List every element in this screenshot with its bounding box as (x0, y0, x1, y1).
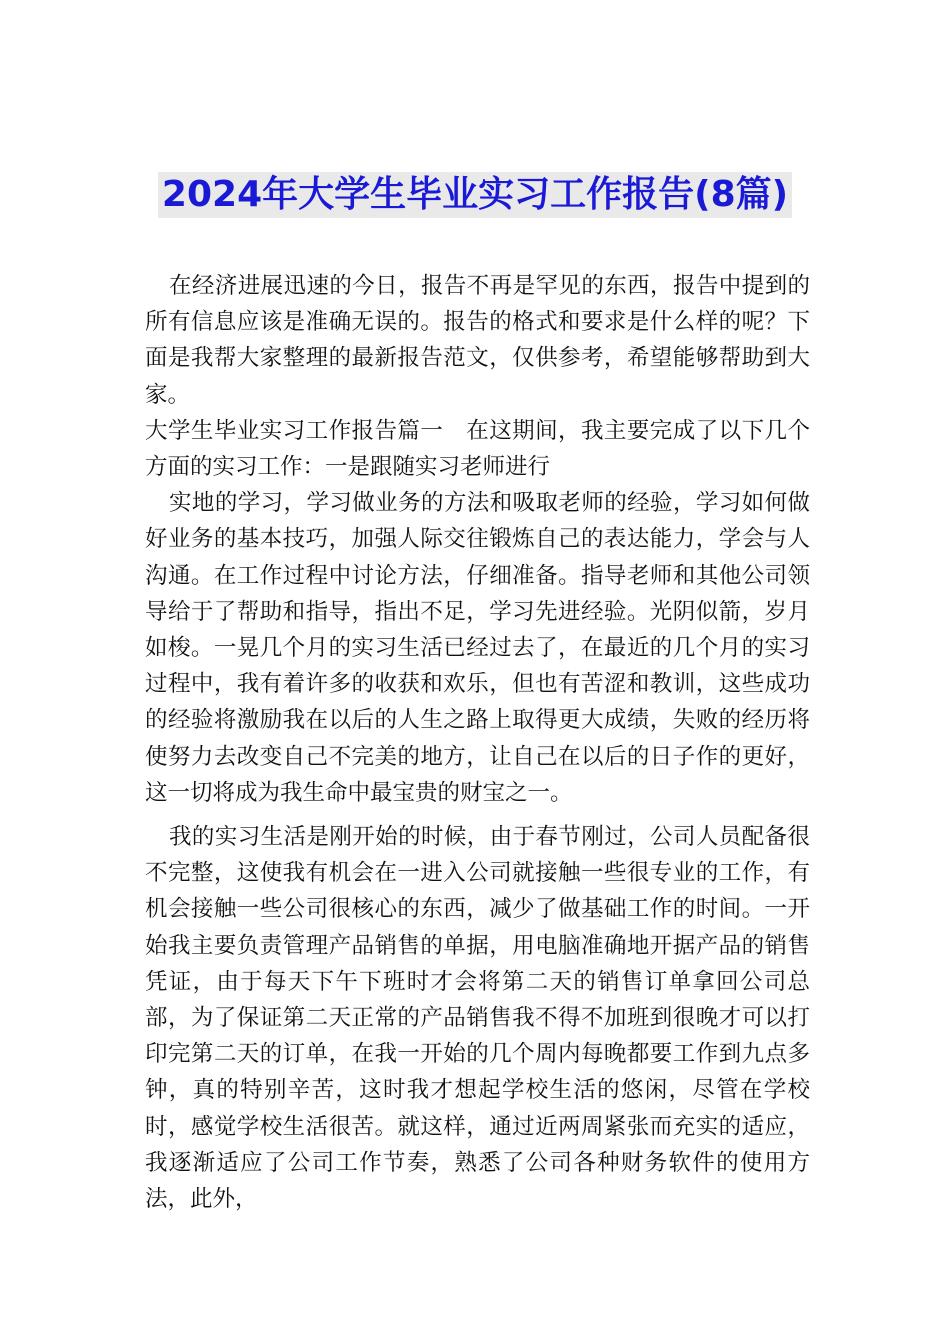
intro-paragraph: 在经济进展迅速的今日，报告不再是罕见的东西，报告中提到的所有信息应该是准确无误的。报告的格式和要求是什么样的呢？下面是我帮大家整理的最新报告范文，仅供参考，希望能够帮助到大家。 (145, 273, 810, 408)
title-container (0, 172, 950, 218)
section-heading-paragraph: 大学生毕业实习工作报告篇一 在这期间，我主要完成了以下几个方面的实习工作：一是跟随实习老师进行 (145, 417, 810, 481)
internship-life-paragraph: 我的实习生活是刚开始的时候，由于春节刚过，公司人员配备很不完整，这使我有机会在一进入公司就接触一些很专业的工作，有机会接触一些公司很核心的东西，减少了做基础工作的时间。一开始我主要负责管理产品销售的单据，用电脑准确地开据产品的销售凭证，由于每天下午下班时才会将第二天的销售订单拿回公司总部，为了保证第二天正常的产品销售我不得不加班到很晚才可以打印完第二天的订单，在我一开始的几个周内每晚都要工作到九点多钟，真的特别辛苦，这时我才想起学校生活的悠闲，尽管在学校时，感觉学校生活很苦。就这样，通过近两周紧张而充实的适应，我逐渐适应了公司工作节奏，熟悉了公司各种财务软件的使用方法，此外， (145, 824, 810, 1213)
document-title: 2024年大学生毕业实习工作报告(8篇) (158, 172, 792, 218)
document-body (145, 268, 810, 1217)
study-paragraph: 实地的学习，学习做业务的方法和吸取老师的经验，学习如何做好业务的基本技巧，加强人际交往锻炼自己的表达能力，学会与人沟通。在工作过程中讨论方法，仔细准备。指导老师和其他公司领导给于了帮助和指导，指出不足，学习先进经验。光阴似箭，岁月如梭。一晃几个月的实习生活已经过去了，在最近的几个月的实习过程中，我有着许多的收获和欢乐，但也有苦涩和教训，这些成功的经验将激励我在以后的人生之路上取得更大成绩，失败的经历将使努力去改变自己不完美的地方，让自己在以后的日子作的更好，这一切将成为我生命中最宝贵的财宝之一。 (145, 490, 810, 806)
